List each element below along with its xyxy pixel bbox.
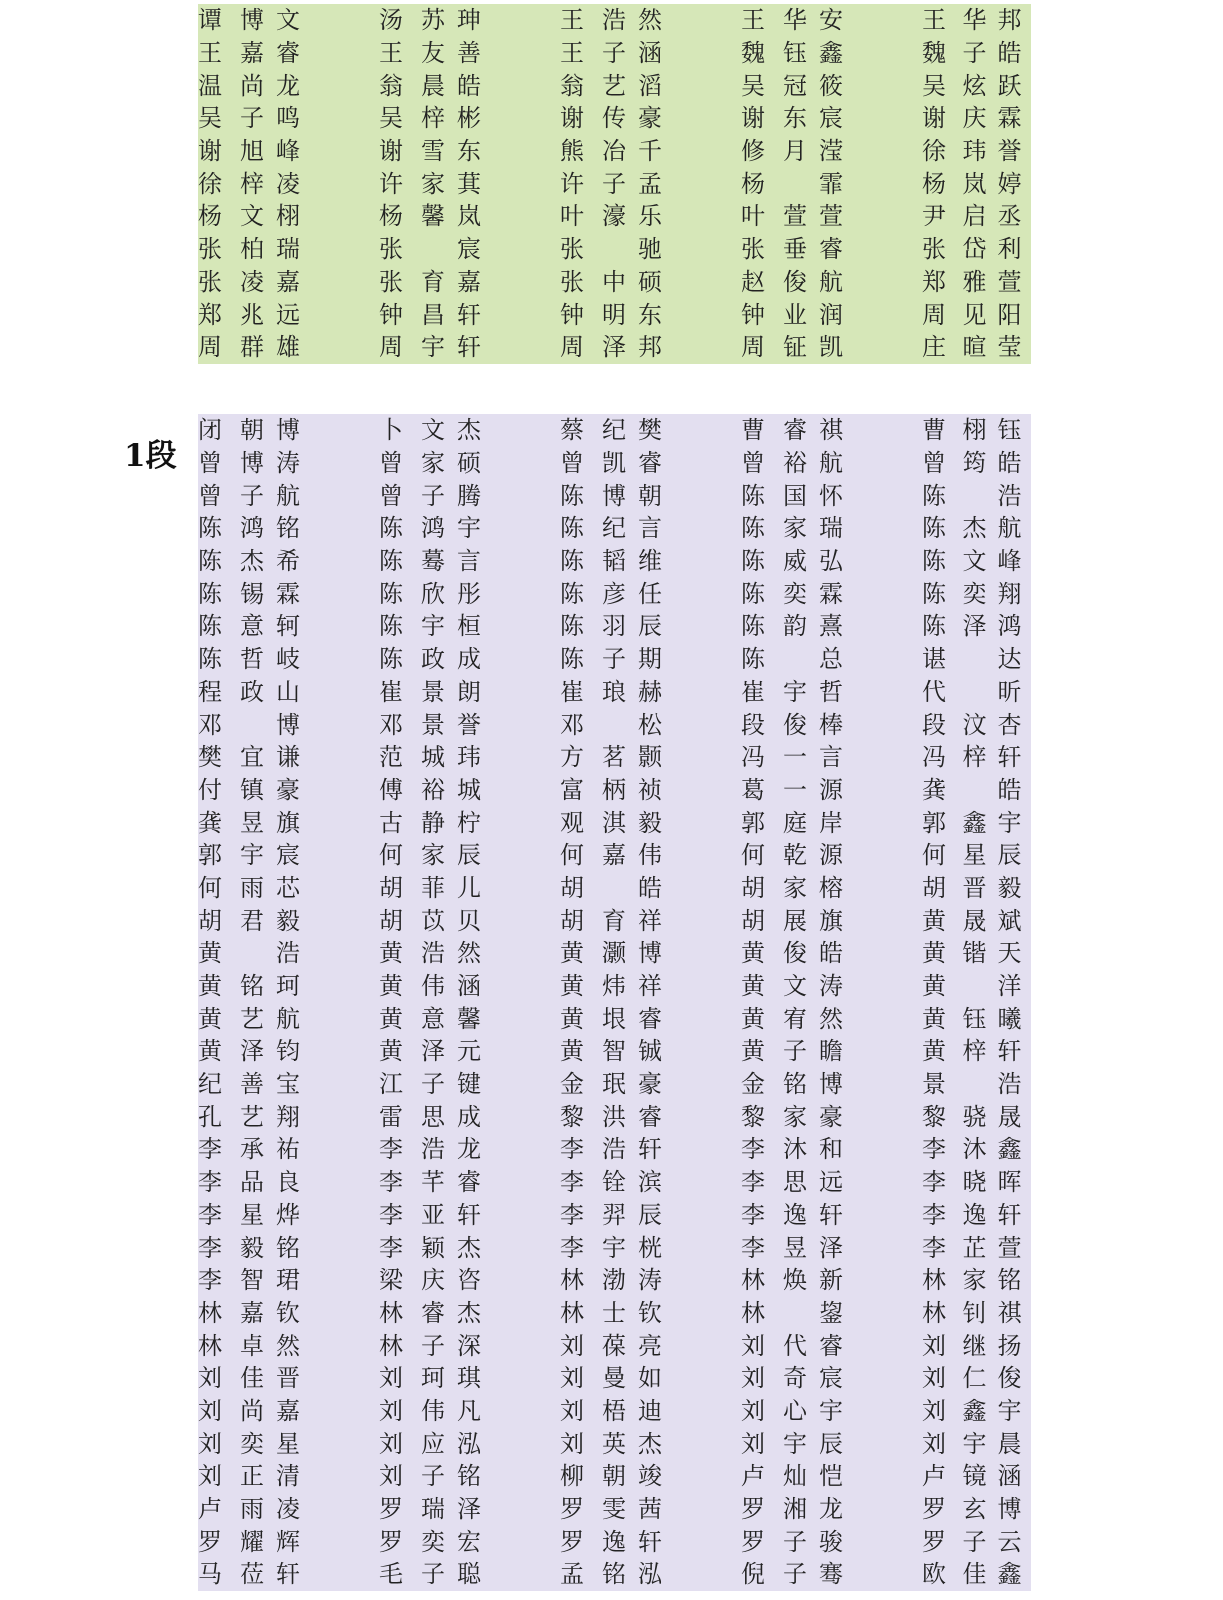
name-cell: 徐 玮 誉: [922, 137, 1022, 166]
name-cell: 黄 子 瞻: [741, 1037, 843, 1066]
name-cell: 王 浩 然: [560, 6, 662, 35]
name-cell: 叶 萱 萱: [741, 202, 843, 231]
name-cell: 李 沐 鑫: [922, 1135, 1022, 1164]
name-cell: 郭 庭 岸: [741, 808, 843, 837]
name-cell: 谢 雪 东: [379, 137, 481, 166]
name-cell: 范 城 玮: [379, 743, 481, 772]
name-cell: 刘 伟 凡: [379, 1396, 481, 1425]
name-cell: 杨 文 栩: [198, 202, 300, 231]
name-cell: 黄 晟 斌: [922, 906, 1022, 935]
name-cell: 陈 韵 熹: [741, 612, 843, 641]
name-cell: 周 宇 轩: [379, 333, 481, 362]
name-cell: 黄 意 馨: [379, 1004, 481, 1033]
name-cell: 黄 伟 涵: [379, 972, 481, 1001]
name-cell: 刘 葆 亮: [560, 1331, 662, 1360]
table-row: [198, 741, 1031, 774]
table-row: [198, 135, 1031, 168]
table-row: [198, 447, 1031, 480]
name-cell: 陈 欣 彤: [379, 579, 481, 608]
name-cell: 古 静 柠: [379, 808, 481, 837]
name-cell: 曾 子 航: [198, 481, 300, 510]
name-cell: 陈 总: [741, 645, 843, 674]
name-cell: 黄 艺 航: [198, 1004, 300, 1033]
name-cell: 林 钊 祺: [922, 1298, 1022, 1327]
name-cell: 黄 智 铖: [560, 1037, 662, 1066]
name-cell: 谌 达: [922, 645, 1022, 674]
name-cell: 李 芷 萱: [922, 1233, 1022, 1262]
name-cell: 钟 明 东: [560, 300, 662, 329]
name-cell: 陈 奕 霖: [741, 579, 843, 608]
name-cell: 罗 湘 龙: [741, 1495, 843, 1524]
name-cell: 李 亚 轩: [379, 1200, 481, 1229]
name-cell: 陈 锡 霖: [198, 579, 300, 608]
table-row: [198, 1460, 1031, 1493]
name-cell: 王 子 涵: [560, 39, 662, 68]
name-cell: 李 承 祐: [198, 1135, 300, 1164]
name-cell: 陈 韬 维: [560, 547, 662, 576]
name-cell: 林 焕 新: [741, 1266, 843, 1295]
name-cell: 周 见 阳: [922, 300, 1022, 329]
name-cell: 叶 濠 乐: [560, 202, 662, 231]
table-row: [198, 1427, 1031, 1460]
name-cell: 代 昕: [922, 677, 1022, 706]
name-cell: 黎 洪 睿: [560, 1102, 662, 1131]
name-table-green: [198, 4, 1031, 364]
name-cell: 李 逸 轩: [741, 1200, 843, 1229]
name-cell: 刘 宇 辰: [741, 1429, 843, 1458]
name-table-purple: [198, 414, 1031, 1591]
table-row: [198, 1231, 1031, 1264]
name-cell: 黄 垠 睿: [560, 1004, 662, 1033]
name-cell: 钟 业 润: [741, 300, 843, 329]
name-cell: 刘 仁 俊: [922, 1364, 1022, 1393]
name-cell: 李 晓 晖: [922, 1168, 1022, 1197]
name-cell: 李 铨 滨: [560, 1168, 662, 1197]
table-row: [198, 1100, 1031, 1133]
name-cell: 何 嘉 伟: [560, 841, 662, 870]
table-row: [198, 708, 1031, 741]
name-cell: 张 垂 睿: [741, 235, 843, 264]
table-row: [198, 970, 1031, 1003]
name-cell: 刘 心 宇: [741, 1396, 843, 1425]
name-cell: 方 茗 颢: [560, 743, 662, 772]
name-cell: 张 宸: [379, 235, 481, 264]
name-cell: 张 岱 利: [922, 235, 1022, 264]
name-cell: 黎 家 豪: [741, 1102, 843, 1131]
name-cell: 张 中 硕: [560, 267, 662, 296]
name-cell: 罗 玄 博: [922, 1495, 1022, 1524]
name-cell: 马 莅 轩: [198, 1560, 300, 1589]
name-cell: 黄 灏 博: [560, 939, 662, 968]
name-cell: 何 家 辰: [379, 841, 481, 870]
name-cell: 钟 昌 轩: [379, 300, 481, 329]
name-cell: 刘 梧 迪: [560, 1396, 662, 1425]
table-row: [198, 676, 1031, 709]
name-cell: 陈 威 弘: [741, 547, 843, 576]
name-cell: 刘 英 杰: [560, 1429, 662, 1458]
table-row: [198, 414, 1031, 447]
name-cell: 黄 梓 轩: [922, 1037, 1022, 1066]
name-cell: 李 智 珺: [198, 1266, 300, 1295]
name-cell: 陈 彦 任: [560, 579, 662, 608]
name-cell: 黄 钰 曦: [922, 1004, 1022, 1033]
name-cell: 吴 梓 彬: [379, 104, 481, 133]
name-cell: 黄 泽 元: [379, 1037, 481, 1066]
name-cell: 陈 杰 希: [198, 547, 300, 576]
name-cell: 熊 冶 千: [560, 137, 662, 166]
table-row: [198, 331, 1031, 364]
name-cell: 翁 晨 皓: [379, 71, 481, 100]
name-cell: 陈 奕 翔: [922, 579, 1022, 608]
name-cell: 胡 展 旗: [741, 906, 843, 935]
name-cell: 李 宇 桄: [560, 1233, 662, 1262]
name-cell: 卜 文 杰: [379, 416, 481, 445]
name-cell: 尹 启 丞: [922, 202, 1022, 231]
name-cell: 陈 博 朝: [560, 481, 662, 510]
name-cell: 杨 馨 岚: [379, 202, 481, 231]
name-cell: 谢 东 宸: [741, 104, 843, 133]
table-row: [198, 1166, 1031, 1199]
name-cell: 龚 皓: [922, 775, 1022, 804]
name-cell: 王 华 安: [741, 6, 843, 35]
name-cell: 胡 家 榕: [741, 873, 843, 902]
name-cell: 段 俊 棒: [741, 710, 843, 739]
name-cell: 曾 家 硕: [379, 449, 481, 478]
name-cell: 张 育 嘉: [379, 267, 481, 296]
name-cell: 柳 朝 竣: [560, 1462, 662, 1491]
name-cell: 观 淇 毅: [560, 808, 662, 837]
name-cell: 陈 宇 桓: [379, 612, 481, 641]
name-cell: 陈 意 轲: [198, 612, 300, 641]
name-cell: 黄 宥 然: [741, 1004, 843, 1033]
name-cell: 蔡 纪 樊: [560, 416, 662, 445]
name-cell: 谭 博 文: [198, 6, 300, 35]
name-cell: 付 镇 豪: [198, 775, 300, 804]
name-cell: 陈 鸿 宇: [379, 514, 481, 543]
name-cell: 邓 松: [560, 710, 662, 739]
table-row: [198, 1002, 1031, 1035]
name-cell: 刘 尚 嘉: [198, 1396, 300, 1425]
name-cell: 曾 筠 皓: [922, 449, 1022, 478]
table-row: [198, 1558, 1031, 1591]
name-cell: 胡 皓: [560, 873, 662, 902]
table-row: [198, 37, 1031, 70]
name-cell: 林 卓 然: [198, 1331, 300, 1360]
name-cell: 林 士 钦: [560, 1298, 662, 1327]
name-cell: 陈 子 期: [560, 645, 662, 674]
name-cell: 刘 佳 晋: [198, 1364, 300, 1393]
table-row: [198, 577, 1031, 610]
table-row: [198, 1199, 1031, 1232]
name-cell: 胡 苡 贝: [379, 906, 481, 935]
name-cell: 谢 庆 霖: [922, 104, 1022, 133]
name-cell: 陈 羽 辰: [560, 612, 662, 641]
name-cell: 谢 旭 峰: [198, 137, 300, 166]
table-row: [198, 1133, 1031, 1166]
name-cell: 吴 炫 跃: [922, 71, 1022, 100]
table-row: [198, 200, 1031, 233]
name-cell: 刘 奇 宸: [741, 1364, 843, 1393]
table-row: [198, 102, 1031, 135]
name-cell: 陈 文 峰: [922, 547, 1022, 576]
name-cell: 林 家 铭: [922, 1266, 1022, 1295]
name-cell: 谢 传 豪: [560, 104, 662, 133]
name-cell: 梁 庆 咨: [379, 1266, 481, 1295]
name-cell: 何 乾 源: [741, 841, 843, 870]
name-cell: 曾 凯 睿: [560, 449, 662, 478]
name-cell: 邓 景 誉: [379, 710, 481, 739]
name-cell: 王 友 善: [379, 39, 481, 68]
table-row: [198, 233, 1031, 266]
name-cell: 李 芊 睿: [379, 1168, 481, 1197]
name-cell: 杨 岚 婷: [922, 169, 1022, 198]
name-cell: 王 华 邦: [922, 6, 1022, 35]
name-cell: 卢 镜 涵: [922, 1462, 1022, 1491]
name-cell: 李 品 良: [198, 1168, 300, 1197]
name-cell: 魏 子 皓: [922, 39, 1022, 68]
name-cell: 欧 佳 鑫: [922, 1560, 1022, 1589]
name-cell: 景 浩: [922, 1070, 1022, 1099]
name-cell: 王 嘉 睿: [198, 39, 300, 68]
name-cell: 周 群 雄: [198, 333, 300, 362]
name-cell: 罗 奕 宏: [379, 1527, 481, 1556]
name-cell: 卢 雨 凌: [198, 1495, 300, 1524]
name-cell: 李 逸 轩: [922, 1200, 1022, 1229]
name-cell: 吴 子 鸣: [198, 104, 300, 133]
name-cell: 卢 灿 恺: [741, 1462, 843, 1491]
name-cell: 罗 子 骏: [741, 1527, 843, 1556]
name-cell: 刘 继 扬: [922, 1331, 1022, 1360]
name-cell: 黄 铭 珂: [198, 972, 300, 1001]
table-row: [198, 479, 1031, 512]
table-row: [198, 937, 1031, 970]
table-row: [198, 298, 1031, 331]
name-cell: 罗 雯 茜: [560, 1495, 662, 1524]
name-cell: 龚 昱 旗: [198, 808, 300, 837]
name-cell: 庄 暄 莹: [922, 333, 1022, 362]
name-cell: 黄 俊 皓: [741, 939, 843, 968]
name-cell: 黄 炜 祥: [560, 972, 662, 1001]
name-cell: 陈 政 成: [379, 645, 481, 674]
table-row: [198, 1264, 1031, 1297]
name-cell: 李 昱 泽: [741, 1233, 843, 1262]
table-row: [198, 1297, 1031, 1330]
name-cell: 李 毅 铭: [198, 1233, 300, 1262]
name-cell: 崔 宇 哲: [741, 677, 843, 706]
name-cell: 李 浩 龙: [379, 1135, 481, 1164]
name-cell: 倪 子 骞: [741, 1560, 843, 1589]
name-cell: 樊 宜 谦: [198, 743, 300, 772]
name-cell: 冯 一 言: [741, 743, 843, 772]
name-cell: 翁 艺 滔: [560, 71, 662, 100]
name-cell: 吴 冠 筱: [741, 71, 843, 100]
name-cell: 程 政 山: [198, 677, 300, 706]
name-cell: 冯 梓 轩: [922, 743, 1022, 772]
name-cell: 黄 锴 天: [922, 939, 1022, 968]
name-cell: 刘 正 清: [198, 1462, 300, 1491]
name-cell: 林 鋆: [741, 1298, 843, 1327]
name-cell: 孔 艺 翔: [198, 1102, 300, 1131]
name-cell: 何 星 辰: [922, 841, 1022, 870]
name-cell: 邓 博: [198, 710, 300, 739]
name-cell: 郭 宇 宸: [198, 841, 300, 870]
name-cell: 崔 琅 赫: [560, 677, 662, 706]
name-cell: 段 汶 杏: [922, 710, 1022, 739]
name-cell: 周 钲 凯: [741, 333, 843, 362]
name-cell: 林 睿 杰: [379, 1298, 481, 1327]
name-cell: 胡 君 毅: [198, 906, 300, 935]
table-row: [198, 643, 1031, 676]
name-cell: 刘 宇 晨: [922, 1429, 1022, 1458]
name-cell: 罗 瑞 泽: [379, 1495, 481, 1524]
name-cell: 刘 鑫 宇: [922, 1396, 1022, 1425]
name-cell: 刘 代 睿: [741, 1331, 843, 1360]
table-row: [198, 545, 1031, 578]
name-cell: 孟 铭 泓: [560, 1560, 662, 1589]
table-row: [198, 1035, 1031, 1068]
table-row: [198, 610, 1031, 643]
name-cell: 张 驰: [560, 235, 662, 264]
name-cell: 陈 泽 鸿: [922, 612, 1022, 641]
name-cell: 许 子 孟: [560, 169, 662, 198]
table-row: [198, 904, 1031, 937]
name-cell: 张 柏 瑞: [198, 235, 300, 264]
name-cell: 富 柄 祯: [560, 775, 662, 804]
name-cell: 周 泽 邦: [560, 333, 662, 362]
name-cell: 黄 文 涛: [741, 972, 843, 1001]
name-cell: 郑 雅 萱: [922, 267, 1022, 296]
name-cell: 曾 博 涛: [198, 449, 300, 478]
name-cell: 罗 耀 辉: [198, 1527, 300, 1556]
name-cell: 李 沐 和: [741, 1135, 843, 1164]
name-cell: 刘 珂 琪: [379, 1364, 481, 1393]
name-cell: 罗 逸 轩: [560, 1527, 662, 1556]
name-cell: 纪 善 宝: [198, 1070, 300, 1099]
name-cell: 曾 裕 航: [741, 449, 843, 478]
name-cell: 魏 钰 鑫: [741, 39, 843, 68]
name-cell: 江 子 键: [379, 1070, 481, 1099]
name-cell: 陈 纪 言: [560, 514, 662, 543]
name-cell: 曹 睿 祺: [741, 416, 843, 445]
segment-label: 1段: [124, 438, 177, 474]
name-cell: 许 家 萁: [379, 169, 481, 198]
table-row: [198, 1525, 1031, 1558]
name-cell: 刘 应 泓: [379, 1429, 481, 1458]
name-cell: 郑 兆 远: [198, 300, 300, 329]
name-cell: 李 思 远: [741, 1168, 843, 1197]
name-cell: 徐 梓 凌: [198, 169, 300, 198]
name-cell: 雷 思 成: [379, 1102, 481, 1131]
name-cell: 金 珉 豪: [560, 1070, 662, 1099]
name-cell: 傅 裕 城: [379, 775, 481, 804]
name-cell: 温 尚 龙: [198, 71, 300, 100]
table-row: [198, 839, 1031, 872]
name-cell: 刘 曼 如: [560, 1364, 662, 1393]
table-row: [198, 167, 1031, 200]
table-row: [198, 1068, 1031, 1101]
name-cell: 崔 景 朗: [379, 677, 481, 706]
table-row: [198, 1493, 1031, 1526]
table-row: [198, 1329, 1031, 1362]
name-cell: 胡 育 祥: [560, 906, 662, 935]
name-cell: 修 月 滢: [741, 137, 843, 166]
table-row: [198, 4, 1031, 37]
name-cell: 胡 菲 儿: [379, 873, 481, 902]
name-cell: 李 浩 轩: [560, 1135, 662, 1164]
name-cell: 金 铭 博: [741, 1070, 843, 1099]
name-cell: 刘 奕 星: [198, 1429, 300, 1458]
name-cell: 黄 浩 然: [379, 939, 481, 968]
name-cell: 何 雨 芯: [198, 873, 300, 902]
name-cell: 陈 家 瑞: [741, 514, 843, 543]
name-cell: 刘 子 铭: [379, 1462, 481, 1491]
name-cell: 陈 国 怀: [741, 481, 843, 510]
name-cell: 曾 子 腾: [379, 481, 481, 510]
table-row: [198, 872, 1031, 905]
table-row: [198, 266, 1031, 299]
name-cell: 闭 朝 博: [198, 416, 300, 445]
table-row: [198, 806, 1031, 839]
name-cell: 黄 洋: [922, 972, 1022, 1001]
name-cell: 陈 鸿 铭: [198, 514, 300, 543]
table-row: [198, 69, 1031, 102]
name-cell: 李 颖 杰: [379, 1233, 481, 1262]
name-cell: 李 羿 辰: [560, 1200, 662, 1229]
name-cell: 赵 俊 航: [741, 267, 843, 296]
name-cell: 陈 蓦 言: [379, 547, 481, 576]
name-cell: 林 渤 涛: [560, 1266, 662, 1295]
name-cell: 曹 栩 钰: [922, 416, 1022, 445]
name-cell: 郭 鑫 宇: [922, 808, 1022, 837]
name-cell: 杨 霏: [741, 169, 843, 198]
name-cell: 陈 杰 航: [922, 514, 1022, 543]
name-cell: 胡 晋 毅: [922, 873, 1022, 902]
table-row: [198, 512, 1031, 545]
name-cell: 黄 泽 钧: [198, 1037, 300, 1066]
name-cell: 陈 浩: [922, 481, 1022, 510]
name-cell: 林 嘉 钦: [198, 1298, 300, 1327]
name-cell: 黄 浩: [198, 939, 300, 968]
name-cell: 林 子 深: [379, 1331, 481, 1360]
table-row: [198, 1395, 1031, 1428]
name-cell: 陈 哲 岐: [198, 645, 300, 674]
name-cell: 汤 苏 珅: [379, 6, 481, 35]
name-cell: 黎 骁 晟: [922, 1102, 1022, 1131]
table-row: [198, 774, 1031, 807]
name-cell: 张 凌 嘉: [198, 267, 300, 296]
name-cell: 毛 子 聪: [379, 1560, 481, 1589]
name-cell: 葛 一 源: [741, 775, 843, 804]
name-cell: 罗 子 云: [922, 1527, 1022, 1556]
table-row: [198, 1362, 1031, 1395]
name-cell: 李 星 烨: [198, 1200, 300, 1229]
